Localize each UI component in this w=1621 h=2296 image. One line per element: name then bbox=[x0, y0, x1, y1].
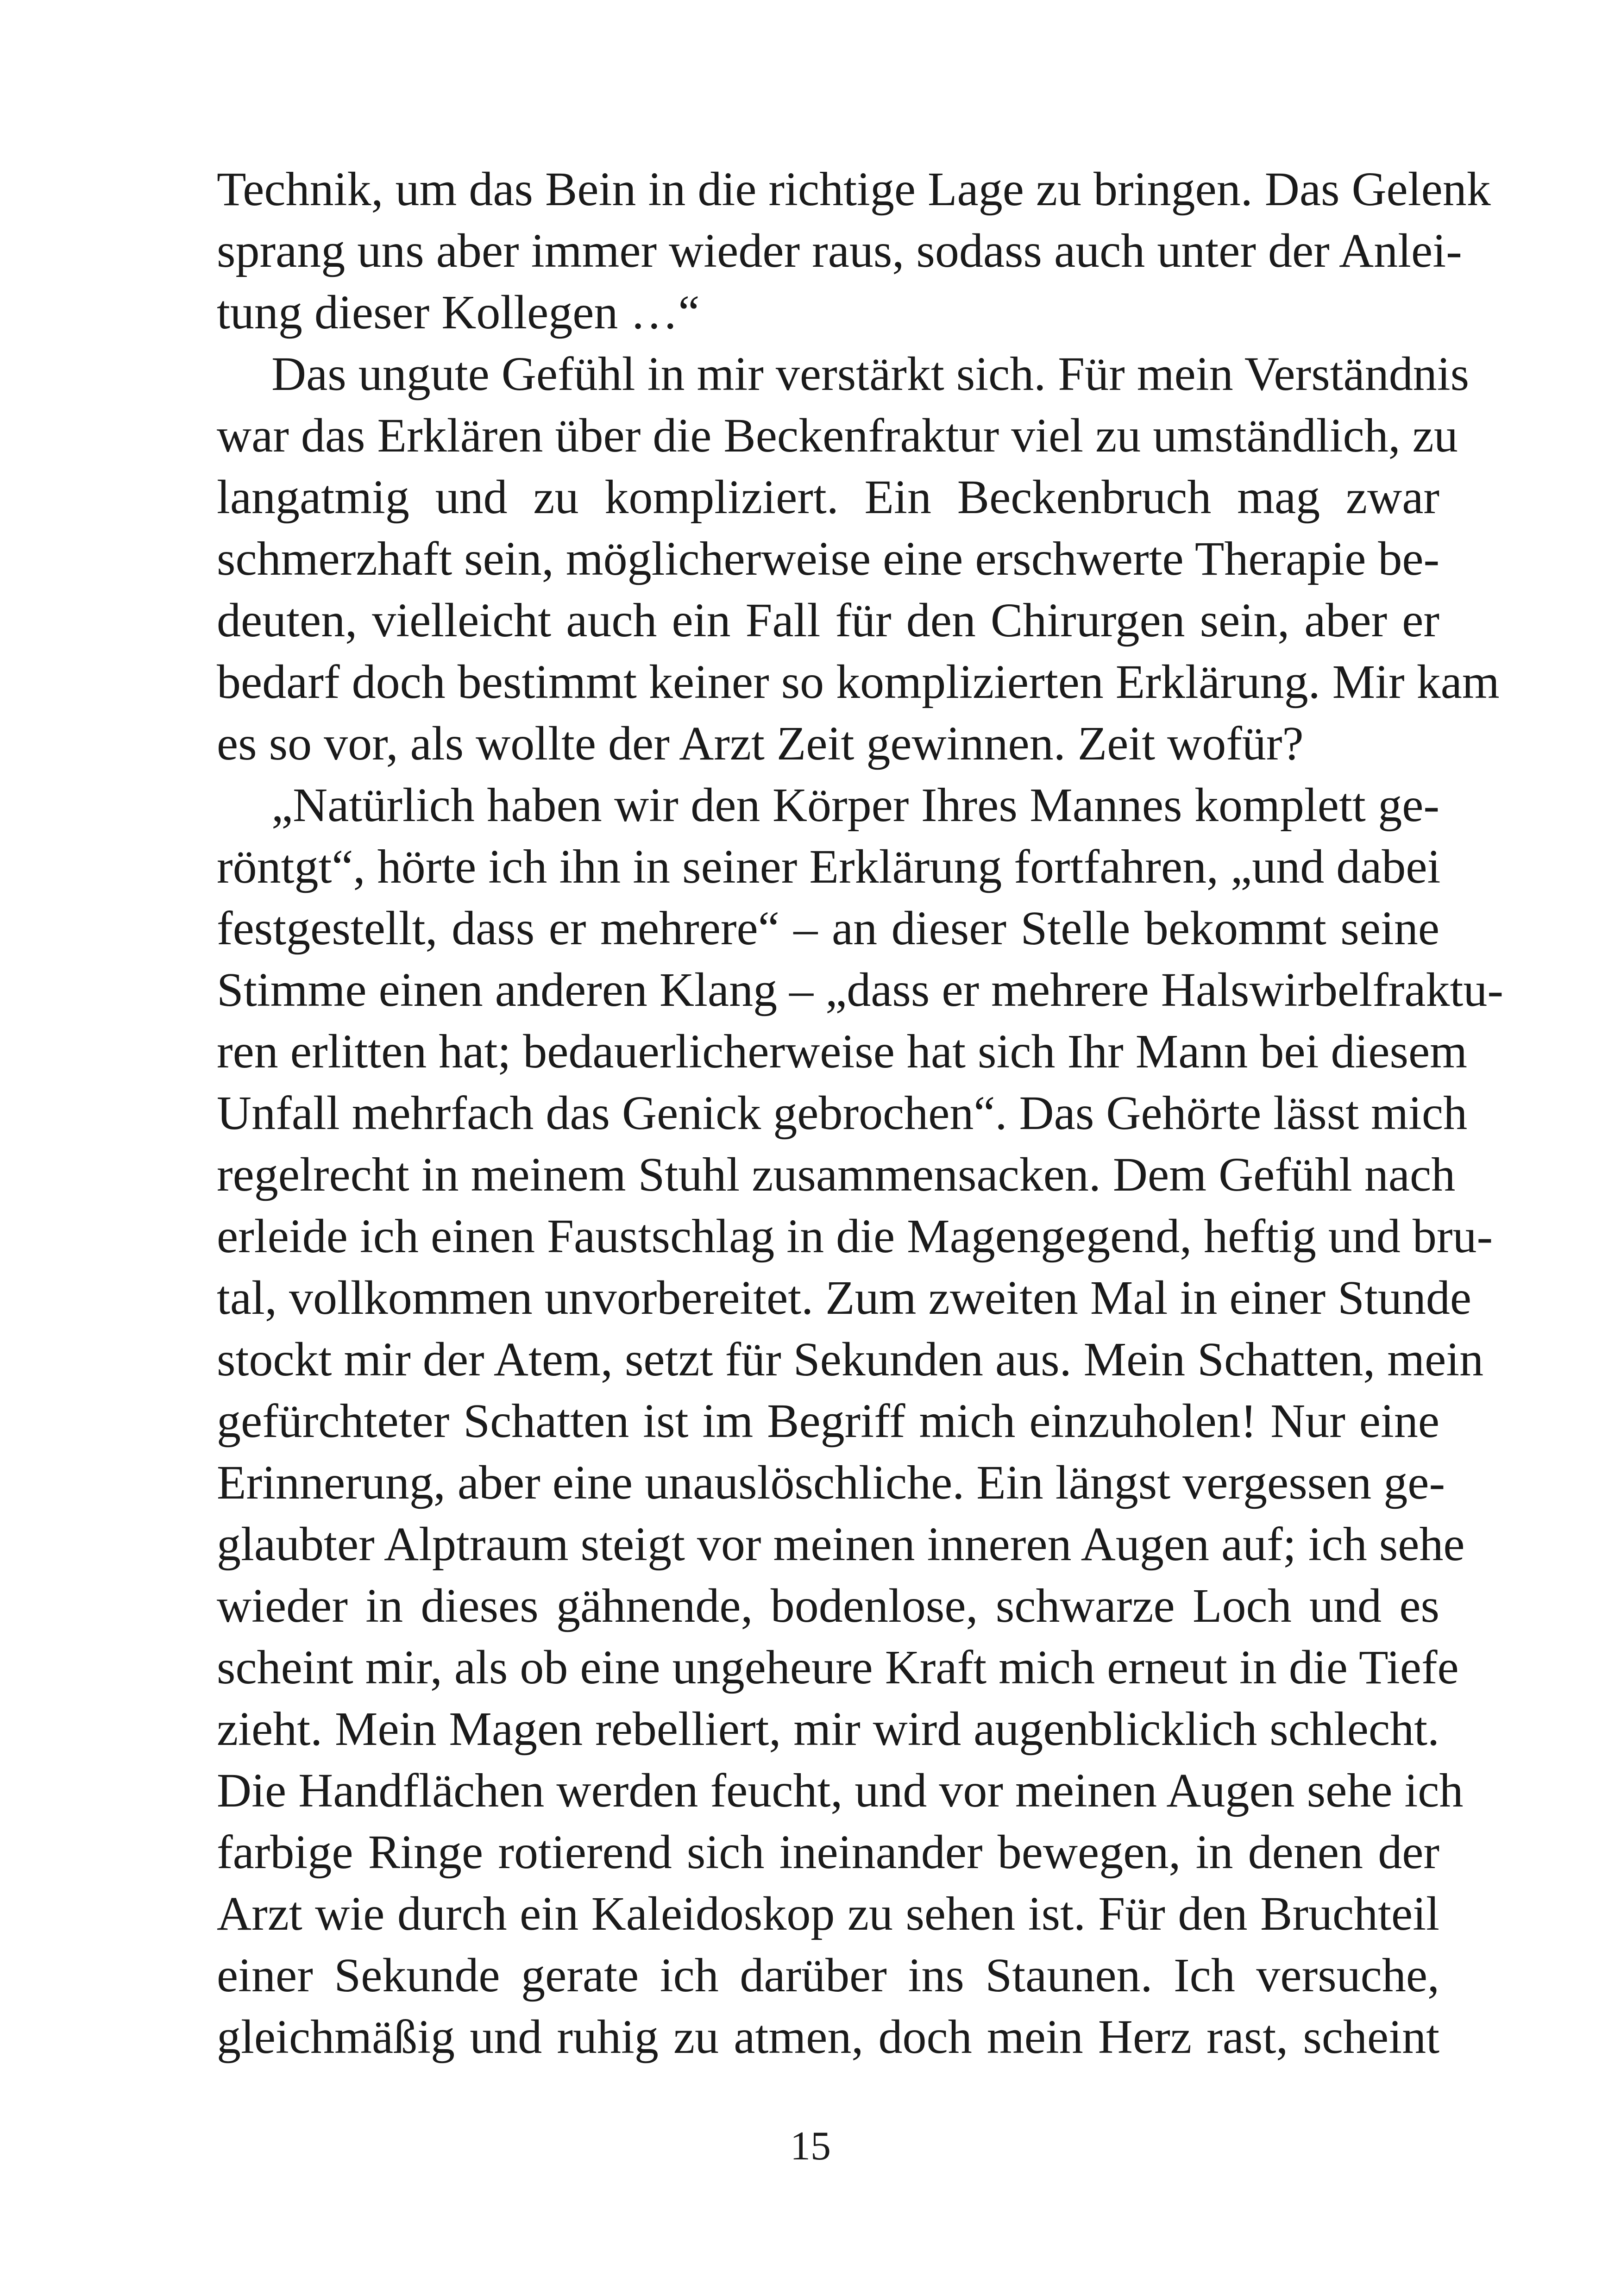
text-line: Technik, um das Bein in die richtige Lage zu bringen. Das Gelenk bbox=[217, 163, 1491, 216]
text-line: Die Handflächen werden feucht, und vor meinen Augen sehe ich bbox=[217, 1764, 1464, 1817]
text-line: erleide ich einen Faustschlag in die Magengegend, heftig und bru- bbox=[217, 1210, 1493, 1263]
text-line: Unfall mehrfach das Genick gebrochen“. Das Gehörte lässt mich bbox=[217, 1086, 1468, 1140]
text-line: schmerzhaft sein, möglicherweise eine erschwerte Therapie be- bbox=[217, 532, 1440, 585]
text-line: Das ungute Gefühl in mir verstärkt sich. Für mein Verständnis bbox=[271, 347, 1470, 401]
text-line: farbige Ringe rotierend sich ineinander bewegen, in denen der bbox=[217, 1826, 1439, 1879]
text-line: gleichmäßig und ruhig zu atmen, doch mein Herz rast, scheint bbox=[217, 2010, 1439, 2064]
text-line: regelrecht in meinem Stuhl zusammensacken. Dem Gefühl nach bbox=[217, 1148, 1456, 1201]
body-text bbox=[217, 158, 1504, 2068]
text-line: tal, vollkommen unvorbereitet. Zum zweiten Mal in einer Stunde bbox=[217, 1271, 1472, 1324]
text-line: bedarf doch bestimmt keiner so komplizierten Erklärung. Mir kam bbox=[217, 655, 1500, 709]
text-line: Arzt wie durch ein Kaleidoskop zu sehen ist. Für den Bruchteil bbox=[217, 1887, 1439, 1940]
paragraph bbox=[217, 774, 1504, 2068]
text-line: Stimme einen anderen Klang – „dass er mehrere Halswirbelfraktu- bbox=[217, 963, 1504, 1016]
paragraph bbox=[217, 158, 1491, 343]
text-line: wieder in dieses gähnende, bodenlose, schwarze Loch und es bbox=[217, 1579, 1439, 1632]
text-line: zieht. Mein Magen rebelliert, mir wird augenblicklich schlecht. bbox=[217, 1702, 1439, 1756]
text-line: deuten, vielleicht auch ein Fall für den Chirurgen sein, aber er bbox=[217, 594, 1439, 647]
paragraph bbox=[217, 343, 1500, 774]
text-line: ren erlitten hat; bedauerlicherweise hat sich Ihr Mann bei diesem bbox=[217, 1025, 1468, 1078]
text-line: einer Sekunde gerate ich darüber ins Staunen. Ich versuche, bbox=[217, 1949, 1439, 2002]
text-line: stockt mir der Atem, setzt für Sekunden aus. Mein Schatten, mein bbox=[217, 1333, 1484, 1386]
text-line: tung dieser Kollegen …“ bbox=[217, 286, 700, 339]
text-line: gefürchteter Schatten ist im Begriff mich einzuholen! Nur eine bbox=[217, 1394, 1439, 1448]
text-line: röntgt“, hörte ich ihn in seiner Erklärung fortfahren, „und dabei bbox=[217, 840, 1441, 893]
text-line: war das Erklären über die Beckenfraktur viel zu umständlich, zu bbox=[217, 409, 1458, 462]
text-line: glaubter Alptraum steigt vor meinen inneren Augen auf; ich sehe bbox=[217, 1518, 1465, 1571]
text-line: es so vor, als wollte der Arzt Zeit gewinnen. Zeit wofür? bbox=[217, 717, 1304, 770]
text-line: festgestellt, dass er mehrere“ – an dieser Stelle bekommt seine bbox=[217, 902, 1439, 955]
page-number: 15 bbox=[790, 2124, 831, 2169]
text-line: Erinnerung, aber eine unauslöschliche. Ein längst vergessen ge- bbox=[217, 1456, 1445, 1509]
text-line: sprang uns aber immer wieder raus, sodass auch unter der Anlei- bbox=[217, 224, 1462, 277]
text-line: „Natürlich haben wir den Körper Ihres Mannes komplett ge- bbox=[271, 778, 1439, 832]
text-line: langatmig und zu kompliziert. Ein Beckenbruch mag zwar bbox=[217, 470, 1439, 524]
text-line: scheint mir, als ob eine ungeheure Kraft mich erneut in die Tiefe bbox=[217, 1641, 1459, 1694]
